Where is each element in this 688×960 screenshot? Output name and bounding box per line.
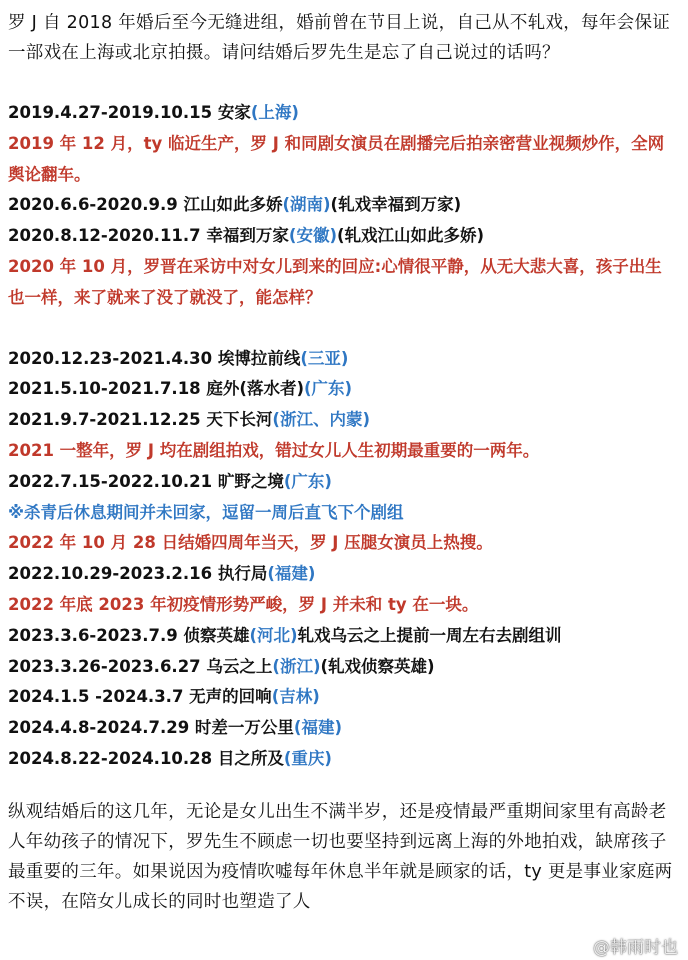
entry-date: 2024.4.8-2024.7.29: [8, 718, 190, 738]
timeline-entry: [8, 98, 678, 129]
entry-date: 2022.10.29-2023.2.16: [8, 564, 213, 584]
entry-location: (浙江、内蒙): [272, 410, 370, 430]
timeline-entry: [8, 652, 678, 683]
entry-title: 侦察英雄: [177, 625, 250, 645]
entry-date: 2020.6.6-2020.9.9: [8, 195, 178, 215]
timeline-group-2: [8, 344, 678, 775]
entry-note: (轧戏侦察英雄): [320, 656, 435, 676]
timeline-entry: [8, 744, 678, 775]
entry-title: 江山如此多娇: [177, 195, 283, 215]
timeline-entry: [8, 621, 678, 652]
timeline-entry: [8, 221, 678, 252]
entry-location: (浙江): [272, 656, 321, 676]
highlight-note: 2019 年 12 月，ty 临近生产，罗 J 和同剧女演员在剧播完后拍亲密营业视频炒作，全网舆论翻车。: [8, 133, 665, 184]
timeline-entry: [8, 405, 678, 436]
spacer: [8, 314, 678, 344]
entry-date: 2022.7.15-2022.10.21: [8, 471, 213, 491]
entry-date: 2023.3.6-2023.7.9: [8, 625, 178, 645]
entry-note: (轧戏江山如此多娇): [337, 226, 485, 246]
outro-paragraph: 纵观结婚后的这几年，无论是女儿出生不满半岁，还是疫情最严重期间家里有高龄老人年幼孩子的情况下，罗先生不顾虑一切也要坚持到远离上海的外地拍戏，缺席孩子最重要的三年。如果说因为疫情吹嘘每年休息半年就是顾家的话，ty 更是事业家庭两不误，在陪女儿成长的同时也塑造了人: [8, 801, 673, 912]
entry-title: 旷野之境: [212, 471, 284, 491]
entry-note: 轧戏乌云之上提前一周左右去剧组训: [297, 625, 562, 645]
highlight-note: 2021 一整年，罗 J 均在剧组拍戏，错过女儿人生初期最重要的一两年。: [8, 440, 540, 460]
entry-location: (上海): [250, 103, 299, 122]
entry-title: 庭外(落水者): [200, 379, 304, 399]
entry-date: 2023.3.26-2023.6.27: [8, 656, 201, 676]
timeline-entry: [8, 682, 678, 713]
watermark: @韩雨时也: [593, 938, 678, 958]
entry-location: (湖南): [282, 195, 331, 215]
timeline-entry: [8, 344, 678, 375]
entry-location: (吉林): [271, 687, 320, 707]
intro-paragraph: 罗 J 自 2018 年婚后至今无缝进组，婚前曾在节目上说，自己从不轧戏，每年会保证一部戏在上海或北京拍摄。请问结婚后罗先生是忘了自己说过的话吗？: [8, 13, 671, 63]
entry-date: 2024.1.5 -2024.3.7: [8, 687, 184, 707]
timeline-entry: [8, 190, 678, 221]
entry-title: 执行局: [212, 564, 268, 584]
timeline-entry: [8, 467, 678, 498]
entry-date: 2019.4.27-2019.10.15: [8, 103, 213, 122]
entry-title: 时差一万公里: [189, 718, 294, 738]
entry-location: (福建): [293, 718, 343, 738]
highlight-note: 2022 年 10 月 28 日结婚四周年当天，罗 J 压腿女演员上热搜。: [8, 533, 493, 553]
timeline-entry: [8, 374, 678, 405]
entry-date: 2021.5.10-2021.7.18: [8, 379, 201, 399]
timeline-group-1: [8, 98, 678, 314]
entry-location: (广东): [283, 471, 332, 491]
entry-date: 2024.8.22-2024.10.28: [8, 748, 213, 768]
entry-title: 安家: [212, 103, 251, 122]
entry-title: 目之所及: [212, 748, 284, 768]
highlight-note: 2022 年底 2023 年初疫情形势严峻，罗 J 并未和 ty 在一块。: [8, 594, 479, 614]
entry-note: (轧戏幸福到万家): [330, 195, 462, 215]
highlight-note: 2020 年 10 月，罗晋在采访中对女儿到来的回应:心情很平静，从无大悲大喜，孩子出生也一样，来了就来了没了就没了，能怎样？: [8, 256, 662, 307]
entry-location: (广东): [303, 379, 353, 399]
entry-title: 埃博拉前线: [212, 348, 301, 368]
entry-date: 2020.8.12-2020.11.7: [8, 226, 201, 246]
side-note: ※杀青后休息期间并未回家，逗留一周后直飞下个剧组: [8, 502, 404, 522]
entry-date: 2021.9.7-2021.12.25: [8, 410, 201, 430]
entry-location: (三亚): [300, 348, 349, 368]
entry-date: 2020.12.23-2021.4.30: [8, 348, 213, 368]
entry-location: (重庆): [283, 748, 332, 768]
entry-title: 无声的回响: [183, 687, 272, 707]
entry-title: 乌云之上: [200, 656, 273, 676]
timeline-entry: [8, 713, 678, 744]
entry-location: (河北): [249, 625, 298, 645]
entry-title: 天下长河: [200, 410, 273, 430]
entry-location: (安徽): [288, 226, 337, 246]
timeline-entry: [8, 559, 678, 590]
entry-location: (福建): [267, 564, 316, 584]
entry-title: 幸福到万家: [200, 226, 289, 246]
document: [8, 8, 678, 917]
